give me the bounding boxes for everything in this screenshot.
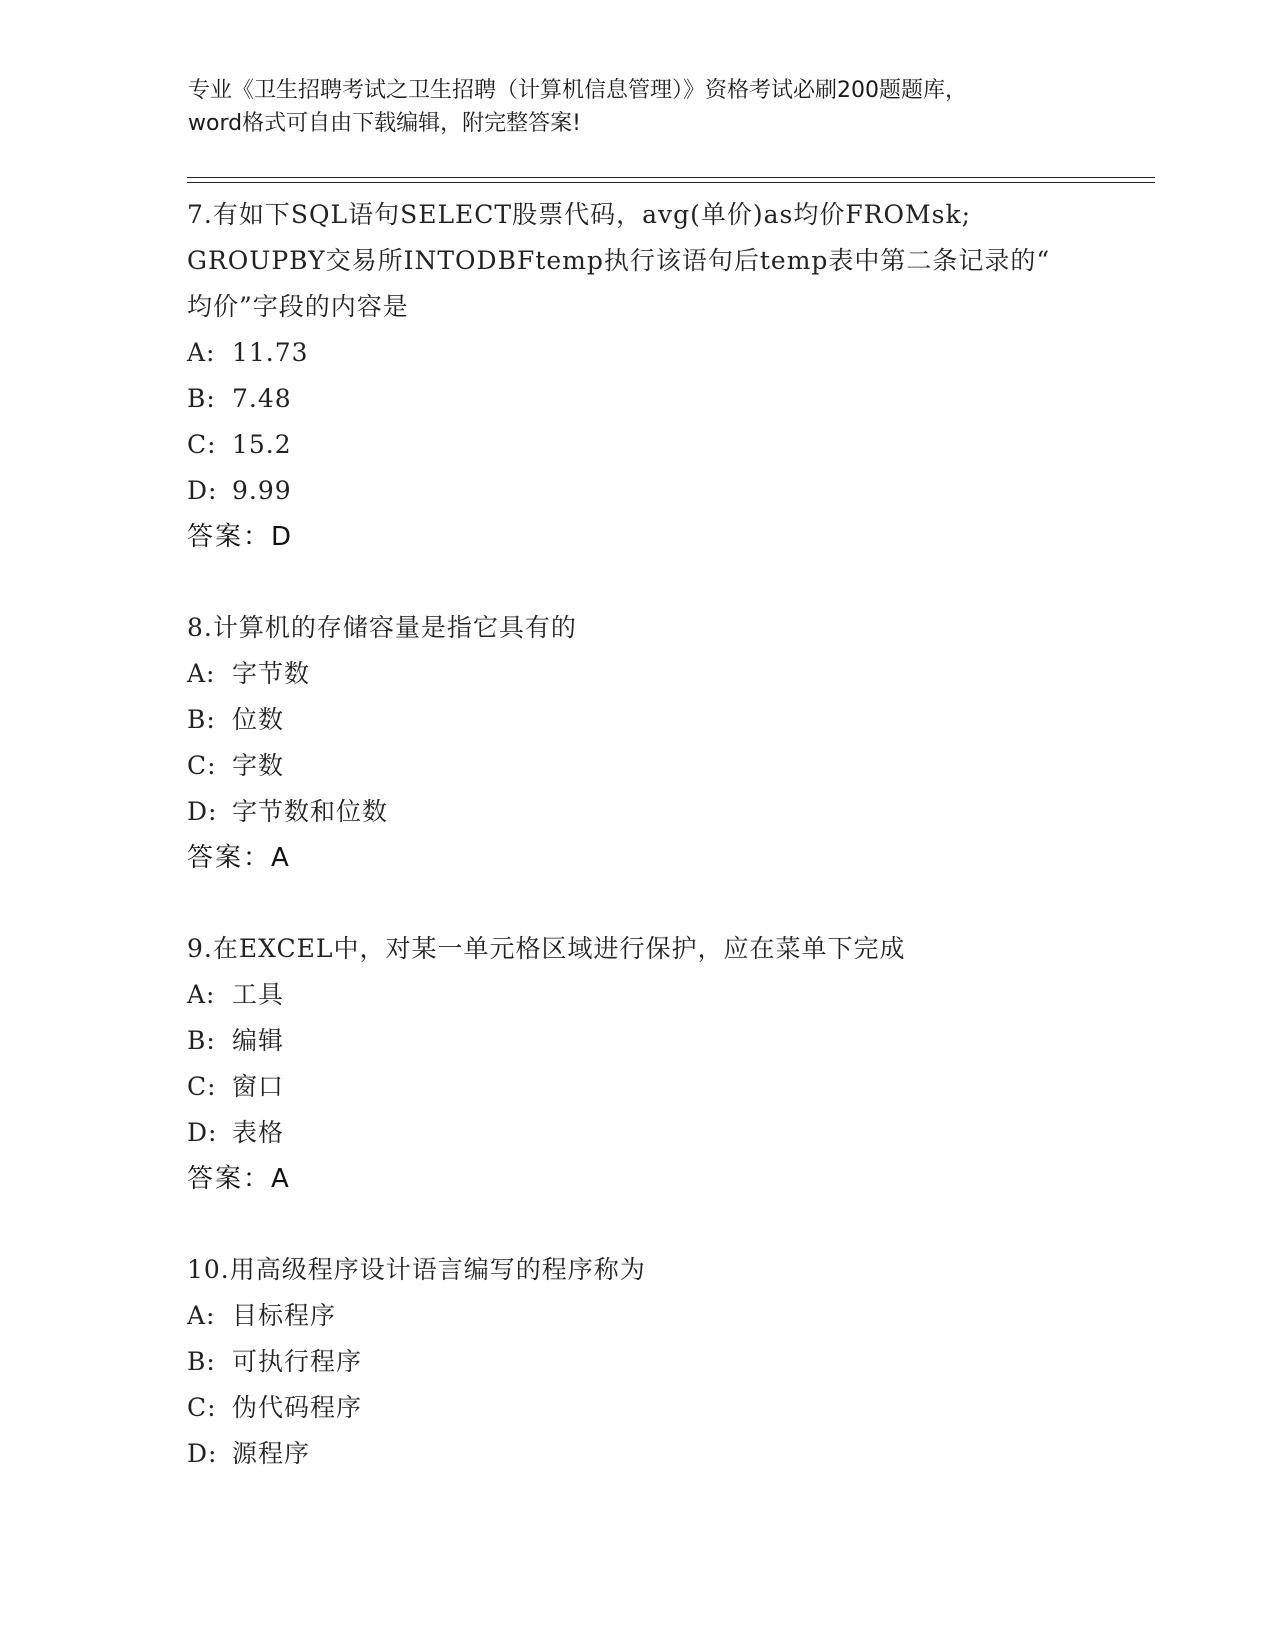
option-text: 表格 xyxy=(232,1118,285,1147)
option-letter: A: xyxy=(187,980,216,1009)
option-letter: C: xyxy=(187,751,217,780)
answer-line: 答案：D xyxy=(187,522,294,552)
header-divider-top xyxy=(187,177,1155,178)
question-stem-line: 9.在EXCEL中，对某一单元格区域进行保护，应在菜单下完成 xyxy=(187,934,906,963)
option-b xyxy=(187,376,1107,422)
option-letter: D: xyxy=(187,797,218,826)
question-8 xyxy=(187,605,1107,881)
option-d xyxy=(187,1431,1107,1477)
option-letter: D: xyxy=(187,1439,218,1468)
question-stem-line: 10.用高级程序设计语言编写的程序称为 xyxy=(187,1255,646,1284)
question-stem-line: GROUPBY交易所INTODBFtemp执行该语句后temp表中第二条记录的“ xyxy=(187,246,1051,275)
question-stem-line: 均价”字段的内容是 xyxy=(187,292,409,321)
option-text: 编辑 xyxy=(232,1026,285,1055)
option-d xyxy=(187,468,1107,514)
option-a xyxy=(187,972,1107,1018)
option-text: 目标程序 xyxy=(232,1301,337,1330)
question-stem-line: 8.计算机的存储容量是指它具有的 xyxy=(187,613,577,642)
option-text: 窗口 xyxy=(232,1072,285,1101)
question-stem-line: 7.有如下SQL语句SELECT股票代码，avg(单价)as均价FROMsk; xyxy=(187,200,972,229)
document-header xyxy=(188,74,1088,140)
answer-line: 答案：A xyxy=(187,1164,291,1194)
option-a xyxy=(187,330,1107,376)
option-a xyxy=(187,1293,1107,1339)
option-c xyxy=(187,743,1107,789)
option-letter: B: xyxy=(187,384,216,413)
option-text: 15.2 xyxy=(232,430,292,459)
spacer xyxy=(187,560,1107,605)
question-10 xyxy=(187,1247,1107,1477)
option-c xyxy=(187,1064,1107,1110)
option-text: 字数 xyxy=(232,751,285,780)
option-letter: B: xyxy=(187,1026,216,1055)
option-text: 7.48 xyxy=(232,384,292,413)
option-text: 11.73 xyxy=(232,338,309,367)
header-line-2: word格式可自由下载编辑，附完整答案! xyxy=(188,111,581,136)
option-letter: A: xyxy=(187,338,216,367)
option-b xyxy=(187,1018,1107,1064)
option-letter: A: xyxy=(187,659,216,688)
option-b xyxy=(187,697,1107,743)
option-text: 源程序 xyxy=(232,1439,311,1468)
answer-line: 答案：A xyxy=(187,843,291,873)
option-letter: D: xyxy=(187,1118,218,1147)
option-text: 伪代码程序 xyxy=(232,1393,363,1422)
option-c xyxy=(187,422,1107,468)
option-text: 工具 xyxy=(232,980,285,1009)
option-a xyxy=(187,651,1107,697)
spacer xyxy=(187,881,1107,926)
option-c xyxy=(187,1385,1107,1431)
option-letter: C: xyxy=(187,1072,217,1101)
question-9 xyxy=(187,926,1107,1202)
option-d xyxy=(187,789,1107,835)
option-d xyxy=(187,1110,1107,1156)
option-letter: C: xyxy=(187,430,217,459)
question-list xyxy=(187,192,1107,1477)
header-line-1: 专业《卫生招聘考试之卫生招聘（计算机信息管理）》资格考试必刷200题题库， xyxy=(188,78,967,103)
option-text: 9.99 xyxy=(232,476,292,505)
option-text: 字节数和位数 xyxy=(232,797,389,826)
option-letter: A: xyxy=(187,1301,216,1330)
header-divider-bottom xyxy=(187,182,1155,183)
option-letter: B: xyxy=(187,1347,216,1376)
option-text: 可执行程序 xyxy=(232,1347,363,1376)
option-letter: D: xyxy=(187,476,218,505)
option-letter: B: xyxy=(187,705,216,734)
option-letter: C: xyxy=(187,1393,217,1422)
option-text: 字节数 xyxy=(232,659,311,688)
option-text: 位数 xyxy=(232,705,285,734)
spacer xyxy=(187,1202,1107,1247)
question-7 xyxy=(187,192,1107,560)
option-b xyxy=(187,1339,1107,1385)
